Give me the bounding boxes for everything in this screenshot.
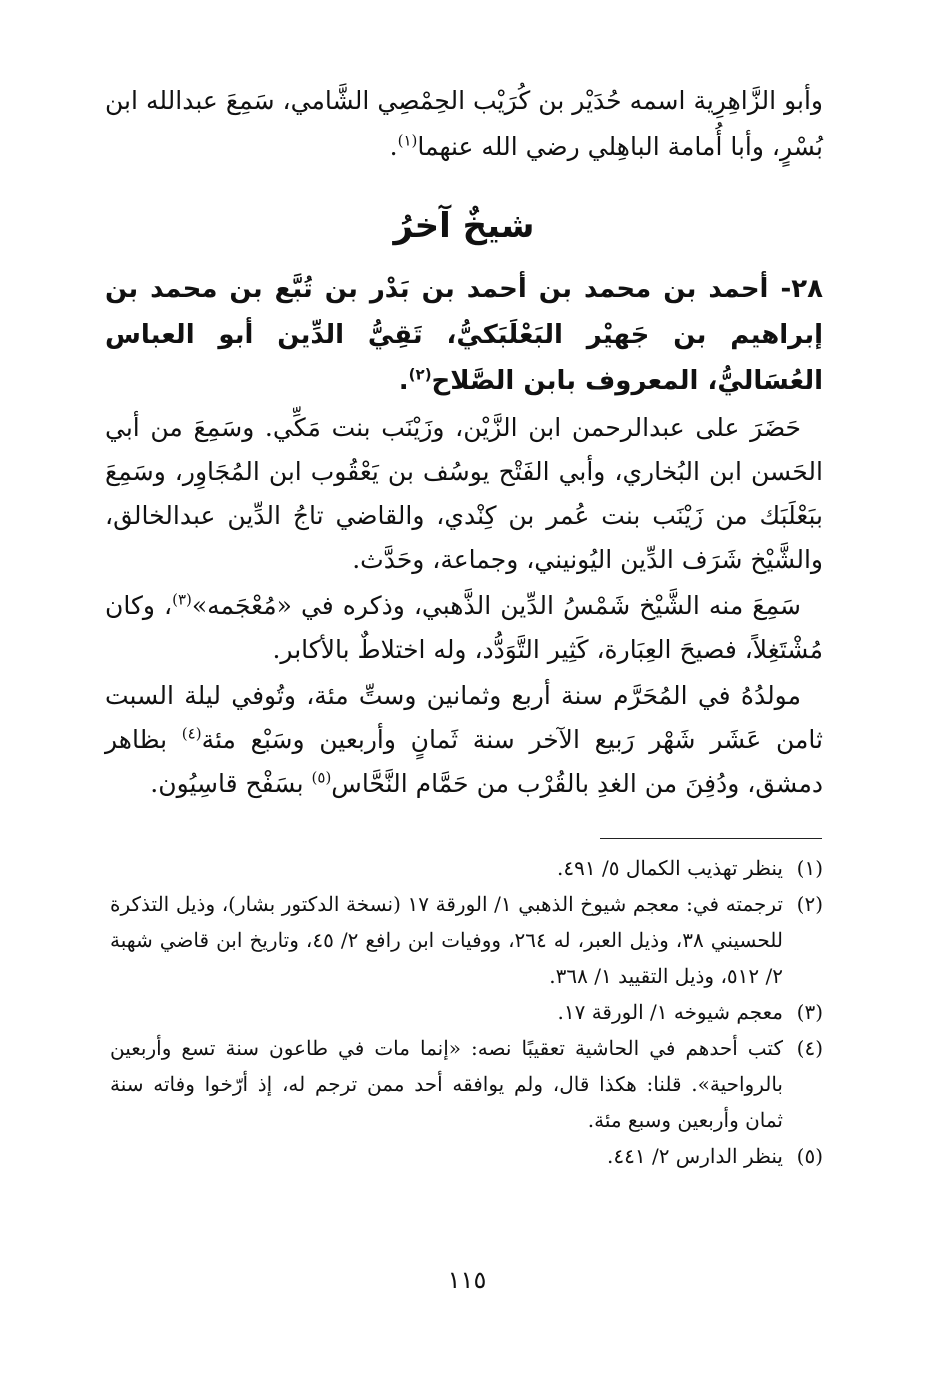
- footnote-number: (٥): [796, 1144, 823, 1168]
- section-heading: شيخٌ آخرُ: [393, 206, 535, 246]
- intro-text: وأبو الزَّاهِرِية اسمه حُدَيْر بن كُرَيْب الحِمْصِي الشَّامي، سَمِعَ عبدالله ابن بُسْرٍ، وأبا أُمامة الباهِلي رضي الله عنهما: [105, 86, 823, 161]
- paragraph-text: مولدُهُ في المُحَرَّم سنة أربع وثمانين وستِّ مئة، وتُوفي ليلة السبت ثامن عَشَر شَهْر رَبيع الآخر سنة ثَمانٍ وأربعين وسَبْع مئة: [105, 681, 823, 754]
- footnote: [110, 850, 823, 886]
- footnote-divider: [600, 838, 822, 839]
- footnote-text: كتب أحدهم في الحاشية تعقيبًا نصه: «إنما مات في طاعون سنة تسع وأربعين بالرواحية». قلنا: هكذا قال، ولم يوافقه أحد ممن ترجم له، إذ أرّخوا وفاته سنة ثمان وأربعين وسبع مئة.: [110, 1036, 783, 1132]
- body-paragraph: حَضَرَ على عبدالرحمن ابن الزَّيْن، وزَيْنَب بنت مَكِّي. وسَمِعَ من أبي الحَسن ابن البُخاري، وأبي الفَتْح يوسُف بن يَعْقُوب ابن المُجَاوِر، وسَمِعَ ببَعْلَبَك من زَيْنَب بنت عُمر بن كِنْدي، والقاضي تاجُ الدِّين عبدالخالق، والشَّيْخ شَرَف الدِّين اليُونيني، وجماعة، وحَدَّث.: [105, 413, 823, 574]
- footnote: [110, 1138, 823, 1174]
- entry-title-text: ٢٨- أحمد بن محمد بن أحمد بن بَدْر بن تُبَّع بن محمد بن إبراهيم بن جَهيْر البَعْلَبَكيُّ، تَقِيُّ الدِّين أبو العباس العُسَاليُّ، المعروف بابن الصَّلاح: [105, 274, 823, 396]
- footnote-text: معجم شيوخه ١/ الورقة ١٧.: [557, 1000, 783, 1024]
- paragraph-text: بظاهر دمشق، ودُفِنَ من الغدِ بالقُرْب من حَمَّام النَّحَّاس: [105, 725, 823, 798]
- page-number: ١١٥: [447, 1266, 487, 1294]
- intro-paragraph: [105, 78, 823, 170]
- body-paragraph: [105, 674, 823, 806]
- footnote-text: ينظر الدارس ٢/ ٤٤١.: [607, 1144, 783, 1168]
- intro-end: .: [389, 132, 398, 161]
- footnote-ref-2[interactable]: (٢): [408, 365, 432, 384]
- footnote-number: (٤): [796, 1036, 823, 1060]
- footnote: [110, 1030, 823, 1138]
- paragraph-text: سَمِعَ منه الشَّيْخ شَمْسُ الدِّين الذَّهبي، وذكره في «مُعْجَمه»: [191, 591, 801, 620]
- footnote: [110, 994, 823, 1030]
- entry-title: [105, 266, 823, 404]
- footnotes: [110, 850, 823, 1174]
- footnote-number: (٣): [796, 1000, 823, 1024]
- footnote-number: (٢): [796, 892, 823, 916]
- footnote: [110, 886, 823, 994]
- footnote-ref-5[interactable]: (٥): [311, 768, 332, 787]
- footnote-ref-1[interactable]: (١): [397, 131, 418, 150]
- paragraph-text: بسَفْح قاسِيُون.: [150, 769, 312, 798]
- footnote-ref-4[interactable]: (٤): [181, 724, 202, 743]
- page-content: [105, 78, 823, 806]
- footnote-number: (١): [796, 856, 823, 880]
- footnote-ref-3[interactable]: (٣): [172, 590, 192, 609]
- footnote-text: ينظر تهذيب الكمال ٥/ ٤٩١.: [557, 856, 783, 880]
- body-paragraph: [105, 584, 823, 672]
- entry-title-end: .: [398, 366, 409, 396]
- footnote-text: ترجمته في: معجم شيوخ الذهبي ١/ الورقة ١٧ (نسخة الدكتور بشار)، وذيل التذكرة للحسيني ٣٨، وذيل العبر، له ٢٦٤، ووفيات ابن رافع ٢/ ٤٥، وتاريخ ابن قاضي شهبة ٢/ ٥١٢، وذيل التقييد ١/ ٣٦٨.: [110, 892, 783, 988]
- paragraph-text: ، وكان مُشْتَغِلاً، فصيحَ العِبَارة، كَثِير التَّوَدُّد، وله اختلاطٌ بالأكابر.: [105, 591, 823, 664]
